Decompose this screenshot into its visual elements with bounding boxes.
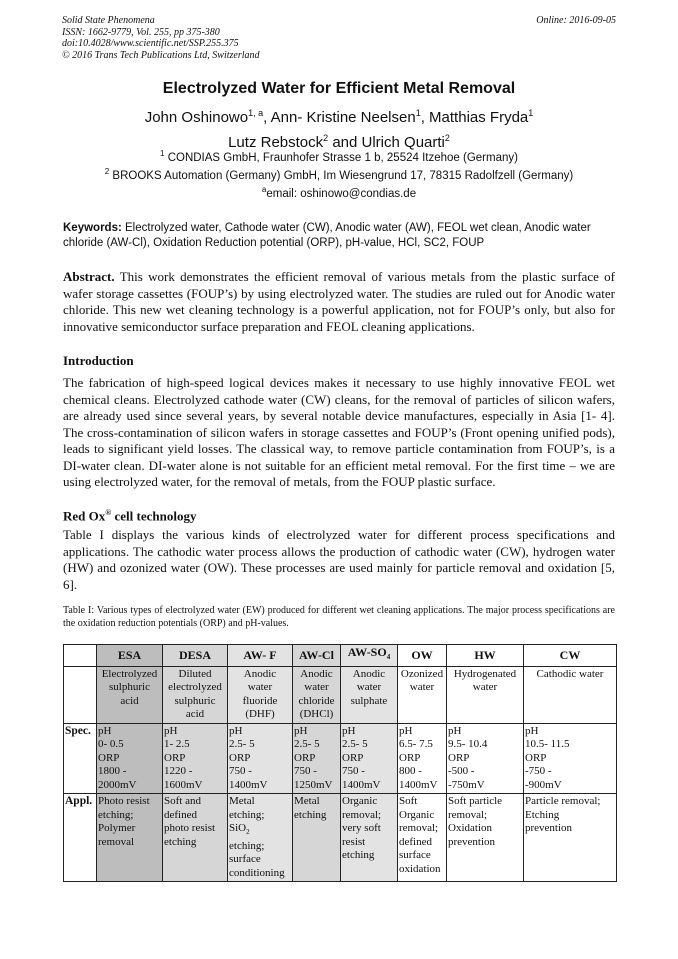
spec-cell [97,723,163,794]
cell-line: (DHCl) [299,708,334,720]
section-heading-introduction: Introduction [63,353,134,368]
cell-line: Anodic [300,667,333,680]
table-row-names [64,666,617,723]
cell-line: Polymer [98,822,136,834]
affiliation-1 [0,149,678,164]
cell-line: removal [98,835,135,848]
cell-line: sulphuric [109,681,150,693]
cell-line: ORP [229,751,251,764]
cell-line: -500 - [448,765,475,777]
abstract-label: Abstract. [63,269,115,284]
cell-line: water [409,681,435,693]
author-email [0,185,678,200]
col-header: AW- F [228,645,293,667]
appl-cell [97,794,163,882]
cell-line: etching [164,835,197,848]
doi-line: doi:10.4028/www.scientific.net/SSP.255.375 [62,38,239,49]
cell-line: 1250mV [294,778,333,791]
name-cell [398,666,447,723]
cell-line: water [247,681,273,693]
spec-cell [163,723,228,794]
appl-cell [341,794,398,882]
cell-line: -900mV [525,778,562,791]
cell-line: conditioning [229,866,285,879]
name-cell [341,666,398,723]
cell-line: 0- 0.5 [98,738,124,750]
cell-line: pH [342,724,356,737]
appl-cell [163,794,228,882]
cell-line: pH [229,724,243,737]
cell-line: ORP [98,751,120,764]
col-header: AW-Cl [293,645,341,667]
cell-line: sulphate [350,694,388,707]
cell-line: Metal [229,795,255,807]
cell-line: Organic [342,795,378,807]
col-header: CW [524,645,617,667]
appl-cell [293,794,341,882]
cell-line: water [304,681,329,693]
spec-cell [341,723,398,794]
cell-line: 2.5- 5 [294,738,320,750]
table-row-appl [64,794,617,882]
author-affil-mark: 1 [415,108,421,118]
cell-line: 750 - [229,765,252,777]
table-corner-cell [64,645,97,667]
cell-line: 750 - [294,765,317,777]
cell-line: -750mV [448,778,485,791]
table-row-spec [64,723,617,794]
electrolyzed-water-table [63,644,617,882]
cell-line: removal; [342,808,382,821]
cell-line: 6.5- 7.5 [399,738,433,750]
cell-line: surface [229,853,261,865]
paper-title: Electrolyzed Water for Efficient Metal Removal [162,80,516,97]
cell-line: 10.5- 11.5 [525,738,570,750]
keywords-text: Electrolyzed water, Cathode water (CW), Anodic water (AW), FEOL wet clean, Anodic water chloride (AW-Cl), Oxidation Reduction potential (ORP), pH-value, HCl, SC2, FOUP [63,222,591,249]
cell-line: chloride [298,694,335,707]
cell-line: removal; [448,808,488,821]
cell-line: 1800 - [98,765,127,777]
appl-cell [398,794,447,882]
journal-name: Solid State Phenomena [62,15,155,26]
col-header: OW [398,645,447,667]
cell-line: acid [185,708,205,720]
appl-cell [524,794,617,882]
cell-line: pH [399,724,413,737]
appl-cell [228,794,293,882]
cell-line: 1400mV [342,778,381,791]
cell-line: resist [342,835,366,848]
author-name: John Oshinowo [144,109,249,126]
cell-line: 1- 2.5 [164,738,190,750]
cell-line: photo resist [164,822,216,834]
author-name: , Ann- Kristine Neelsen [263,109,416,126]
cell-line: 800 - [399,765,422,777]
name-cell [447,666,524,723]
cell-line: 9.5- 10.4 [448,738,488,750]
author-name: Lutz Rebstock [228,134,324,151]
row-label-appl: Appl. [64,794,97,882]
row-label-spec: Spec. [64,723,97,794]
cell-line: Photo resist [98,795,150,807]
cell-line: 1600mV [164,778,203,791]
cell-line: ORP [399,751,421,764]
name-cell [228,666,293,723]
name-cell [97,666,163,723]
cell-line: removal; [399,822,439,834]
cell-line: Soft [399,795,418,807]
cell-line: Electrolyzed [101,667,158,680]
cell-line: Soft and [164,795,201,807]
author-affil-mark: 1 [528,108,534,118]
abstract [63,269,615,335]
affil-mark: 1 [160,149,165,158]
cell-line: Metal [294,795,320,807]
online-date: Online: 2016-09-05 [536,15,616,26]
redox-text: Table I displays the various kinds of electrolyzed water for different process specifications and applications. The cathodic water process allows the production of cathodic water (CW), hydrogen water (HW) and ozonized water (OW). These processes are used mainly for particle removal and oxidation [5, 6]. [63,527,615,592]
cell-line: acid [120,694,139,707]
cell-line: Diluted [178,667,212,680]
cell-line: pH [98,724,112,737]
cell-line: Organic [399,808,435,821]
appl-cell [447,794,524,882]
cell-line: etching; [229,808,265,821]
name-cell [293,666,341,723]
cell-line: pH [448,724,462,737]
cell-line: Anodic [243,667,277,680]
introduction-text: The fabrication of high-speed logical devices makes it necessary to use highly innovative FEOL wet chemical cleans. Electrolyzed cathode water (CW) cleans, for the removal of particles of silicon wafers, are already used since several years, by several notable device manufactures, especially in Asia [1- 4]. The cross-contamination of silicon wafers in storage cassettes and FOUP’s (Front opening unified pods), leads to significant yield losses. The classical way, to remove particle contamination from FOUP’s, is a DI-water clean. DI-water alone is not suitable for an efficient metal removal. For the first time – we are using electrolyzed water, for the removal of metals, from the FOUP plastic surface. [63,375,615,489]
table-caption: Table I: Various types of electrolyzed water (EW) produced for different wet cleaning applications. The major process specifications are the oxidation reduction potentials (ORP) and pH-values. [63,605,615,629]
cell-line: etching [294,808,327,821]
cell-line: 1400mV [399,778,438,791]
author-name: , Matthias Fryda [420,109,529,126]
cell-line: Anodic [352,667,386,680]
email-text: email: oshinowo@condias.de [266,187,417,200]
spec-cell [398,723,447,794]
cell-line: pH [164,724,178,737]
cell-line: 750 - [342,765,365,777]
col-header-so4 [341,645,398,667]
abstract-text: This work demonstrates the efficient removal of various metals from the plastic surface of wafer storage cassettes (FOUP’s) by using electrolyzed water. The studies are ruled out for Anodic water chloride. This new wet cleaning technology is a powerful application, not for FOUP’s only, but also for innovative semiconductor surface preparation and FEOL cleaning applications. [63,269,615,334]
cell-line: defined [164,808,197,821]
cell-line: ORP [342,751,364,764]
cell-line: electrolyzed [168,681,222,693]
cell-line: Ozonized [400,667,444,680]
cell-line: ORP [525,751,547,764]
cell-line: prevention [525,822,573,834]
section-heading-redox [63,508,196,524]
affiliation-2 [0,167,678,182]
cell-line: 2000mV [98,778,137,791]
col-header: HW [447,645,524,667]
registered-mark: ® [105,508,112,517]
cell-line: etching [342,849,375,861]
cell-line: (DHF) [245,708,275,720]
cell-line: Etching [525,808,560,821]
cell-line: -750 - [525,765,552,777]
cell-line: very soft [342,822,381,834]
cell-line: SiO$_2$ [229,822,250,836]
cell-line: oxidation [399,862,441,875]
cell-line: defined [399,835,432,848]
cell-line: Cathodic water [536,667,604,680]
spec-cell [524,723,617,794]
cell-line: fluoride [242,694,278,707]
cell-line: ORP [164,751,186,764]
affil-mark: 2 [104,167,110,176]
copyright-line: © 2016 Trans Tech Publications Ltd, Switzerland [62,49,260,61]
cell-line: etching; [229,839,265,852]
cell-line: surface [399,849,431,861]
subscript: 4 [386,653,391,661]
cell-line: Particle removal; [525,795,601,807]
author-affil-mark: 2 [444,133,450,143]
author-list [0,103,678,153]
cell-line: 2.5- 5 [229,738,255,750]
cell-line: ORP [448,751,470,764]
spec-cell [228,723,293,794]
cell-line: ORP [294,751,316,764]
cell-line: water [472,681,498,693]
subscript: 2 [246,828,250,836]
cell-line: 1220 - [164,765,193,777]
cell-line: Soft particle [448,795,503,807]
keywords [63,221,615,251]
cell-line: Oxidation [448,822,492,834]
cell-line: Hydrogenated [453,667,517,680]
table-header-row [64,645,617,667]
heading-part: Red Ox [63,508,106,524]
journal-header [62,15,260,61]
name-cell [524,666,617,723]
cell-line: water [356,681,382,693]
spec-cell [293,723,341,794]
keywords-label: Keywords: [63,222,122,234]
cell-line: pH [294,724,308,737]
cell-line: 1400mV [229,778,268,791]
col-header: DESA [163,645,228,667]
author-affil-mark: 2 [323,133,329,143]
cell-line: etching; [98,808,134,821]
col-header-text: AW-SO [347,645,387,659]
cell-line: prevention [448,835,496,848]
affil-text: BROOKS Automation (Germany) GmbH, Im Wiesengrund 17, 78315 Radolfzell (Germany) [112,169,574,182]
name-cell [163,666,228,723]
heading-part: cell technology [111,508,197,524]
cell-line: 2.5- 5 [342,738,368,750]
author-name: and Ulrich Quarti [328,134,445,151]
col-header: ESA [97,645,163,667]
row-label-cell [64,666,97,723]
issn-line: ISSN: 1662-9779, Vol. 255, pp 375-380 [62,26,220,38]
cell-line: pH [525,724,539,737]
author-affil-mark: 1, a [248,108,264,118]
cell-line: sulphuric [174,694,216,707]
email-mark: a [261,185,267,194]
spec-cell [447,723,524,794]
affil-text: CONDIAS GmbH, Fraunhofer Strasse 1 b, 25524 Itzehoe (Germany) [167,151,518,164]
